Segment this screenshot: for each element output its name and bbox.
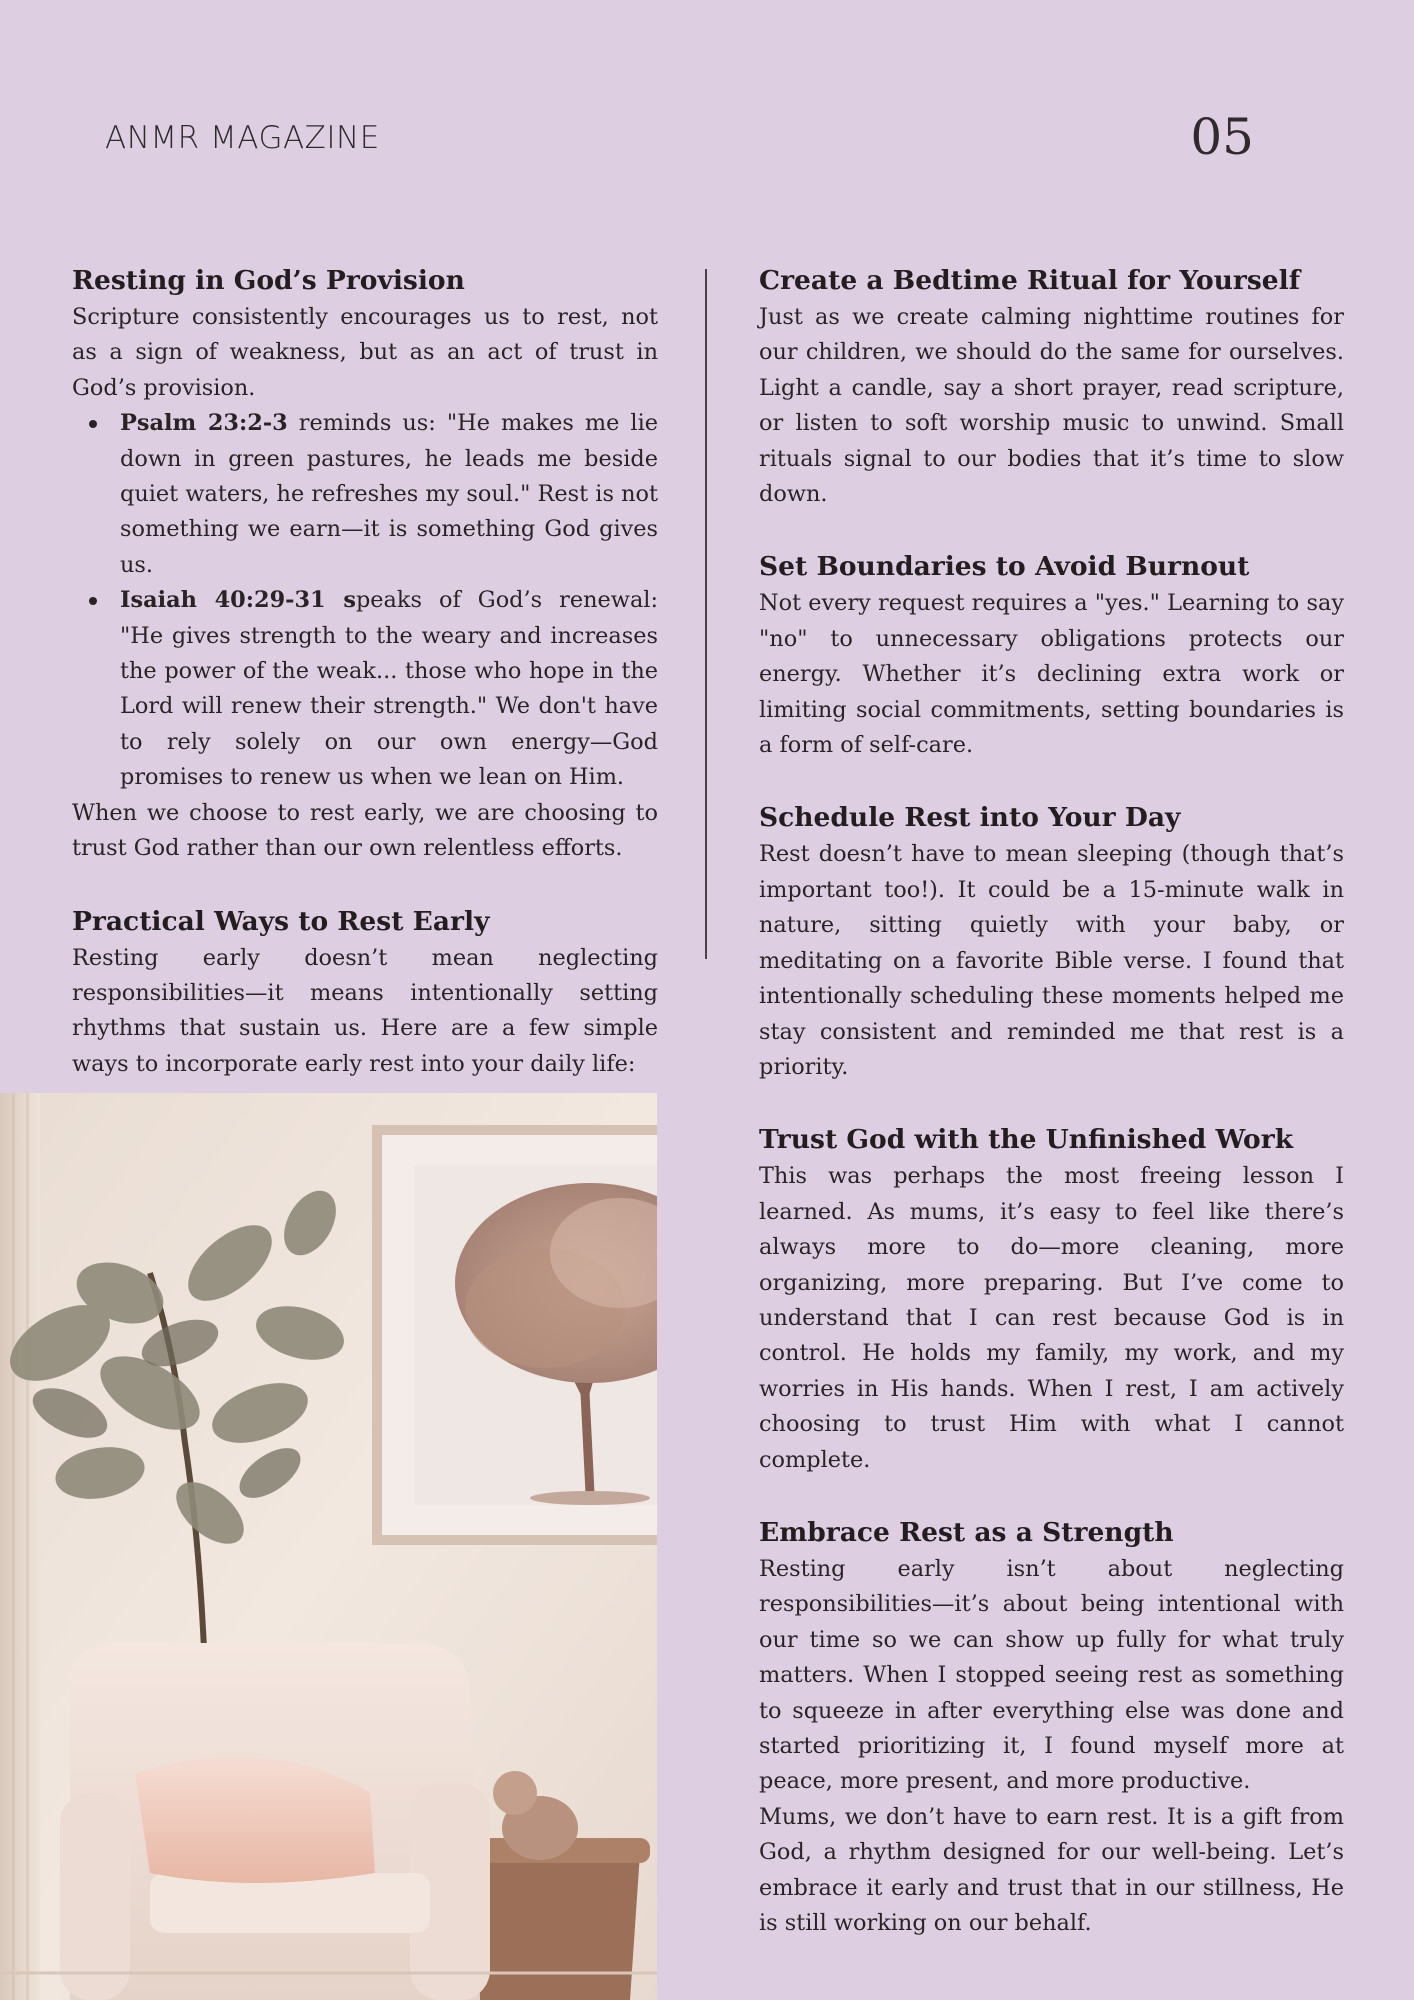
paragraph: Scripture consistently encourages us to rest, not as a sign of weakness, but as an act of trust in God’s provision.: [72, 304, 658, 401]
section-title: Practical Ways to Rest Early: [72, 905, 490, 937]
section-title: Set Boundaries to Avoid Burnout: [759, 551, 1250, 583]
magazine-title: ANMR MAGAZINE: [105, 120, 380, 156]
list-item: [120, 406, 658, 583]
scripture-reference: Psalm 23:2-3: [120, 410, 288, 437]
paragraph: Resting early doesn’t mean neglecting responsibilities—it means intentionally setting rhythms that sustain us. Here are a few simple ways to incorporate early rest into your daily life:: [72, 944, 658, 1077]
section-title: Embrace Rest as a Strength: [759, 1516, 1174, 1548]
scripture-reference: Isaiah 40:29-31 s: [120, 587, 356, 614]
paragraph: Resting early isn’t about neglecting responsibilities—it’s about being intentional with our time so we can show up fully for what truly matters. When I stopped seeing rest as something to squeeze in after everything else was done and started prioritizing it, I found myself more at peace, more present, and more productive.: [759, 1555, 1344, 1795]
paragraph: Mums, we don’t have to earn rest. It is a gift from God, a rhythm designed for our well-being. Let’s embrace it early and trust that in our stillness, He is still working on our behalf.: [759, 1803, 1344, 1937]
column-divider: [705, 269, 707, 959]
nursery-photo: [0, 1093, 657, 2000]
list-item-text: peaks of God’s renewal: "He gives strength to the weary and increases the power of the weak... those who hope in the Lord will renew their strength." We don't have to rely solely on our own energy—God promises to renew us when we lean on Him.: [120, 587, 658, 791]
section-title: Resting in God’s Provision: [72, 265, 465, 296]
section-title: Trust God with the Unfinished Work: [759, 1124, 1294, 1156]
section-title: Schedule Rest into Your Day: [759, 802, 1181, 834]
section-title: Create a Bedtime Ritual for Yourself: [759, 265, 1301, 296]
paragraph: Not every request requires a "yes." Learning to say "no" to unnecessary obligations protects our energy. Whether it’s declining extra work or limiting social commitments, setting boundaries is a form of self-care.: [759, 590, 1344, 759]
paragraph: This was perhaps the most freeing lesson I learned. As mums, it’s easy to feel like there’s always more to do—more cleaning, more organizing, more preparing. But I’ve come to understand that I can rest because God is in control. He holds my family, my work, and my worries in His hands. When I rest, I am actively choosing to trust Him with what I cannot complete.: [759, 1163, 1344, 1473]
list-item: [120, 583, 658, 795]
list-item-text: reminds us: "He makes me lie down in green pastures, he leads me beside quiet waters, he refreshes my soul." Rest is not something we earn—it is something God gives us.: [120, 410, 658, 578]
paragraph: Just as we create calming nighttime routines for our children, we should do the same for ourselves. Light a candle, say a short prayer, read scripture, or listen to soft worship music to unwind. Small rituals signal to our bodies that it’s time to slow down.: [759, 304, 1344, 508]
right-column: [759, 262, 1344, 1941]
scripture-list: [72, 406, 658, 795]
paragraph: Rest doesn’t have to mean sleeping (though that’s important too!). It could be a 15-minute walk in nature, sitting quietly with your baby, or meditating on a favorite Bible verse. I found that intentionally scheduling these moments helped me stay consistent and reminded me that rest is a priority.: [759, 841, 1344, 1080]
paragraph: When we choose to rest early, we are choosing to trust God rather than our own relentless efforts.: [72, 799, 658, 862]
left-column: [72, 262, 658, 1082]
page-number: 05: [1190, 108, 1254, 166]
